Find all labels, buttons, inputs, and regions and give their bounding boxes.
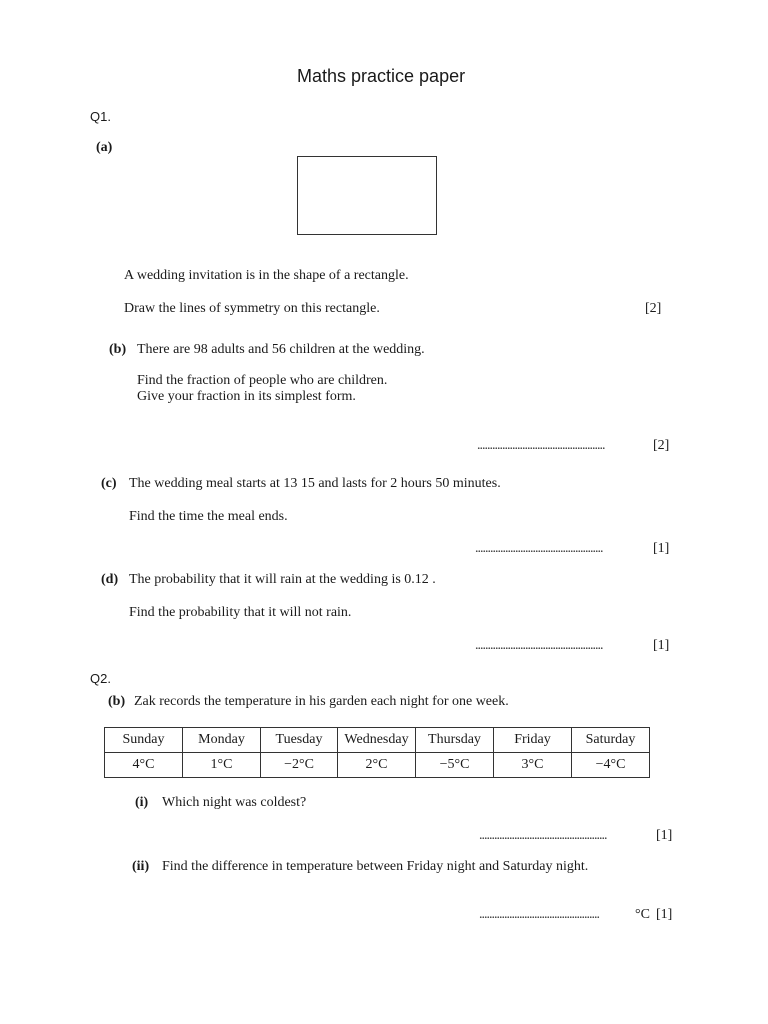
q2i-text: Which night was coldest? (162, 795, 307, 810)
table-row (105, 753, 650, 778)
q1b-line-2: Find the fraction of people who are children. (137, 373, 388, 388)
table-cell-temp: 4°C (105, 753, 183, 778)
q1b-line-1: There are 98 adults and 56 children at the wedding. (137, 342, 425, 357)
q1b-line-3: Give your fraction in its simplest form. (137, 389, 356, 404)
q1a-part-label: (a) (96, 140, 113, 155)
question-2-label: Q2. (90, 671, 111, 686)
q2i-answer-line[interactable]: ................................................... (479, 828, 607, 843)
q1d-marks: [1] (653, 638, 670, 653)
q1c-marks: [1] (653, 541, 670, 556)
question-1-label: Q1. (90, 109, 111, 124)
table-cell-day: Thursday (416, 728, 494, 753)
table-cell-day: Tuesday (261, 728, 338, 753)
q2ii-unit: °C (635, 907, 650, 922)
table-cell-day: Friday (494, 728, 572, 753)
q1a-line-1: A wedding invitation is in the shape of a rectangle. (124, 268, 409, 283)
q1d-line-1: The probability that it will rain at the wedding is 0.12 . (129, 572, 436, 587)
q2ii-text: Find the difference in temperature between Friday night and Saturday night. (162, 859, 589, 874)
q2i-marks: [1] (656, 828, 673, 843)
table-cell-day: Wednesday (338, 728, 416, 753)
q1c-answer-line[interactable]: ................................................... (475, 541, 603, 556)
q1c-line-1: The wedding meal starts at 13 15 and lasts for 2 hours 50 minutes. (129, 476, 501, 491)
table-header-row (105, 728, 650, 753)
q1b-answer-line[interactable]: ................................................... (477, 438, 605, 453)
q1a-line-2: Draw the lines of symmetry on this rectangle. (124, 301, 380, 316)
table-cell-day: Monday (183, 728, 261, 753)
temperature-table (104, 727, 650, 778)
q1c-line-2: Find the time the meal ends. (129, 509, 288, 524)
q1c-part-label: (c) (101, 476, 117, 491)
q2ii-marks: [1] (656, 907, 673, 922)
table-cell-temp: −2°C (261, 753, 338, 778)
q1d-answer-line[interactable]: ................................................... (475, 638, 603, 653)
q2b-line-1: Zak records the temperature in his garden each night for one week. (134, 694, 509, 709)
table-cell-temp: −4°C (572, 753, 650, 778)
q1b-part-label: (b) (109, 342, 127, 357)
q1d-line-2: Find the probability that it will not rain. (129, 605, 352, 620)
q1d-part-label: (d) (101, 572, 119, 587)
table-cell-temp: 3°C (494, 753, 572, 778)
q1a-marks: [2] (645, 301, 662, 316)
table-cell-day: Sunday (105, 728, 183, 753)
q2b-part-label: (b) (108, 694, 126, 709)
rectangle-figure (297, 156, 437, 235)
table-cell-temp: 1°C (183, 753, 261, 778)
q2ii-part-label: (ii) (132, 859, 150, 874)
q2ii-answer-line[interactable]: ................................................ (479, 907, 599, 922)
table-cell-day: Saturday (572, 728, 650, 753)
page-title: Maths practice paper (297, 66, 466, 86)
table-cell-temp: 2°C (338, 753, 416, 778)
q1b-marks: [2] (653, 438, 670, 453)
table-cell-temp: −5°C (416, 753, 494, 778)
q2i-part-label: (i) (135, 795, 149, 810)
